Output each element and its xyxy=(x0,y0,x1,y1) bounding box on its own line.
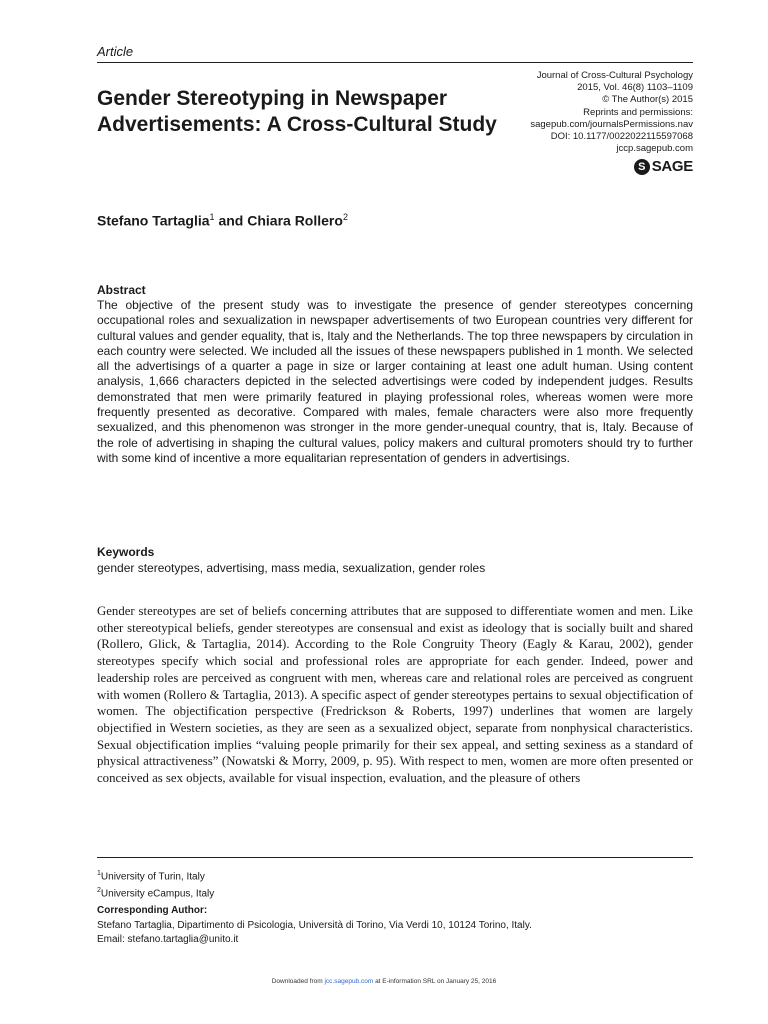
journal-name: Journal of Cross-Cultural Psychology xyxy=(536,70,693,81)
author-name: Stefano Tartaglia xyxy=(97,212,210,229)
affiliation-mark: 1 xyxy=(97,870,101,877)
header-rule xyxy=(97,62,693,63)
article-type-label: Article xyxy=(97,44,134,59)
corresponding-author-details xyxy=(97,919,532,947)
affiliation-mark: 1 xyxy=(209,212,215,222)
copyright: © The Author(s) 2015 xyxy=(602,94,693,106)
sage-logo xyxy=(634,158,693,175)
author-name: Chiara Rollero xyxy=(247,212,343,229)
corresponding-address: Stefano Tartaglia, Dipartimento di Psicologia, Università di Torino, Via Verdi 10, 10124 Torino, Italy. xyxy=(97,920,532,931)
journal-volume: 2015, Vol. 46(8) 1103–1109 xyxy=(577,82,693,94)
affiliation-1: $^1$University of Turin, Italy xyxy=(97,870,205,883)
doi: DOI: 10.1177/0022022115597068 xyxy=(550,131,693,143)
permissions-url: sagepub.com/journalsPermissions.nav xyxy=(530,118,693,130)
journal-info xyxy=(453,70,693,155)
keywords-heading: Keywords xyxy=(97,545,155,559)
reprints-label: Reprints and permissions: xyxy=(583,106,693,118)
sage-logo-text: SAGE xyxy=(651,158,693,175)
paper-title: Gender Stereotyping in Newspaper Advertisements: A Cross-Cultural Study xyxy=(97,87,497,136)
abstract-heading: Abstract xyxy=(97,283,146,297)
sage-logo-icon: S xyxy=(634,159,650,175)
keywords-text: gender stereotypes, advertising, mass media, sexualization, gender roles xyxy=(97,561,486,575)
journal-url: jccp.sagepub.com xyxy=(616,143,693,155)
abstract-text: The objective of the present study was to investigate the presence of gender stereotypes concerning occupational roles and sexualization in newspaper advertisements of two European countries very different for cultural values and gender equality, that is, Italy and the Netherlands. The top three newspapers by circulation in each country were selected. We included all the issues of these newspapers published in 1 month. We selected all the advertisings of a quarter a page in size or larger containing at least one adult human. Using content analysis, 1,666 characters depicted in the selected advertisings were coded by independent judges. Results demonstrated that men were primarily featured in playing professional roles, whereas women were more frequently presented as decorative. Compared with males, female characters were also more frequently sexualized, and this phenomenon was stronger in the more gender-unequal country, that is, Italy. Because of the role of advertising in shaping the cultural values, policy makers and cultural promoters should try to further with some kind of incentive a more equalitarian representation of genders in advertisings. xyxy=(97,298,693,465)
affiliation-mark: 2 xyxy=(97,887,101,895)
footnote-rule xyxy=(97,857,693,858)
corresponding-author-heading: Corresponding Author: xyxy=(97,905,208,916)
affiliation-2: $^2$University eCampus, Italy xyxy=(97,887,215,900)
author-list xyxy=(97,212,348,229)
corresponding-email: Email: stefano.tartaglia@unito.it xyxy=(97,934,239,945)
body-paragraph: Gender stereotypes are set of beliefs concerning attributes that are supposed to differentiate women and men. Like other stereotypical beliefs, gender stereotypes are consensual and exist as ideology that is socially built and shared (Rollero, Glick, & Tartaglia, 2014). According to the Role Congruity Theory (Eagly & Karau, 2002), gender stereotypes specify which social and professional roles are appropriate for each gender. Indeed, power and leadership roles are perceived as congruent with men, whereas care and relational roles are perceived as congruent with women (Rollero & Tartaglia, 2013). A specific aspect of gender stereotypes pertains to sexual objectification of women. The objectification perspective (Fredrickson & Roberts, 1997) underlines that women are largely objectified in Western societies, as they are seen as a sexualized object, separate from nonphysical characteristics. Sexual objectification implies “valuing people primarily for their sex appeal, and setting sexiness as a standard of physical attractiveness” (Nowatski & Morry, 2009, p. 95). With respect to men, women are more often presented or conceived as sex objects, available for visual inspection, evaluation, and the pleasure of others xyxy=(97,604,693,786)
download-source-link[interactable]: jcc.sagepub.com xyxy=(324,978,374,985)
download-notice: Downloaded from jcc.sagepub.com at E-information SRL on January 25, 2016 xyxy=(271,978,497,985)
author-connector: and xyxy=(214,212,248,229)
affiliation-mark: 2 xyxy=(342,212,348,222)
affiliations xyxy=(97,867,214,902)
